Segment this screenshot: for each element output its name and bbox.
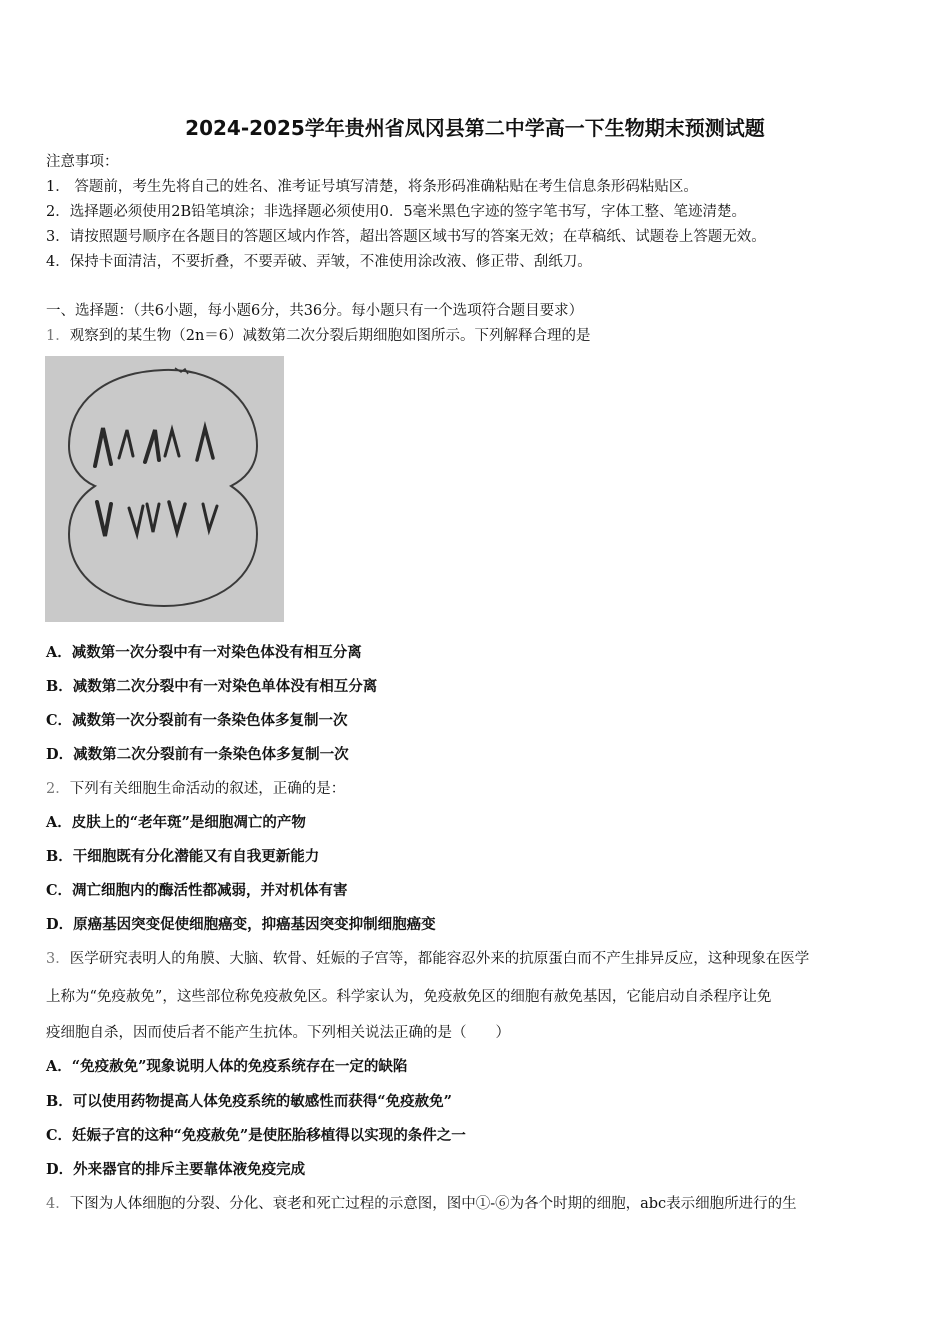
section-heading: 一、选择题：（共6小题，每小题6分，共36分。每小题只有一个选项符合题目要求）	[46, 303, 584, 319]
question-number: 2．	[46, 781, 70, 797]
option-a[interactable]: A．“免疫赦免”现象说明人体的免疫系统存在一定的缺陷	[46, 1058, 408, 1075]
option-d[interactable]: D．原癌基因突变促使细胞癌变，抑癌基因突变抑制细胞癌变	[46, 916, 436, 933]
question-stem-line: 疫细胞自杀，因而使后者不能产生抗体。下列相关说法正确的是（ ）	[46, 1025, 510, 1041]
question-number: 1．	[46, 328, 70, 344]
option-a[interactable]: A．减数第一次分裂中有一对染色体没有相互分离	[46, 644, 362, 661]
question-1	[46, 326, 591, 346]
notice-item: 4．保持卡面清洁，不要折叠，不要弄破、弄皱，不准使用涂改液、修正带、刮纸刀。	[46, 254, 592, 270]
question-stem: 医学研究表明人的角膜、大脑、软骨、妊娠的子宫等，都能容忍外来的抗原蛋白而不产生排异反应，这种现象在医学	[69, 951, 810, 967]
question-stem: 下图为人体细胞的分裂、分化、衰老和死亡过程的示意图，图中①-⑥为各个时期的细胞，abc表示细胞所进行的生	[69, 1196, 797, 1212]
question-number: 4．	[46, 1196, 70, 1212]
notice-heading: 注意事项：	[46, 154, 119, 170]
question-4	[46, 1194, 797, 1214]
notice-item: 2．选择题必须使用2B铅笔填涂；非选择题必须使用0．5毫米黑色字迹的签字笔书写，字体工整、笔迹清楚。	[46, 204, 747, 220]
notice-item: 3．请按照题号顺序在各题目的答题区域内作答，超出答题区域书写的答案无效；在草稿纸、试题卷上答题无效。	[46, 229, 766, 245]
question-2	[46, 779, 345, 799]
notice-item: 1． 答题前，考生先将自己的姓名、准考证号填写清楚，将条形码准确粘贴在考生信息条形码粘贴区。	[46, 179, 698, 195]
cell-division-diagram	[45, 356, 284, 622]
question-stem-line: 上称为“免疫赦免”，这些部位称免疫赦免区。科学家认为，免疫赦免区的细胞有赦免基因，它能启动自杀程序让免	[46, 989, 772, 1005]
question-3	[46, 949, 809, 969]
option-d[interactable]: D．外来器官的排斥主要靠体液免疫完成	[46, 1161, 306, 1178]
question-stem: 下列有关细胞生命活动的叙述，正确的是：	[69, 781, 346, 797]
option-b[interactable]: B．干细胞既有分化潜能又有自我更新能力	[46, 848, 320, 865]
option-a[interactable]: A．皮肤上的“老年斑”是细胞凋亡的产物	[46, 814, 306, 831]
option-c[interactable]: C．妊娠子宫的这种“免疫赦免”是使胚胎移植得以实现的条件之一	[46, 1127, 466, 1144]
option-c[interactable]: C．凋亡细胞内的酶活性都减弱，并对机体有害	[46, 882, 348, 899]
question-number: 3．	[46, 951, 70, 967]
question-stem: 观察到的某生物（2n＝6）减数第二次分裂后期细胞如图所示。下列解释合理的是	[69, 328, 591, 344]
option-c[interactable]: C．减数第一次分裂前有一条染色体多复制一次	[46, 712, 348, 729]
page-title: 2024-2025学年贵州省凤冈县第二中学高一下生物期末预测试题	[185, 116, 765, 140]
option-d[interactable]: D．减数第二次分裂前有一条染色体多复制一次	[46, 746, 349, 763]
option-b[interactable]: B．减数第二次分裂中有一对染色单体没有相互分离	[46, 678, 378, 695]
option-b[interactable]: B．可以使用药物提高人体免疫系统的敏感性而获得“免疫赦免”	[46, 1093, 452, 1110]
